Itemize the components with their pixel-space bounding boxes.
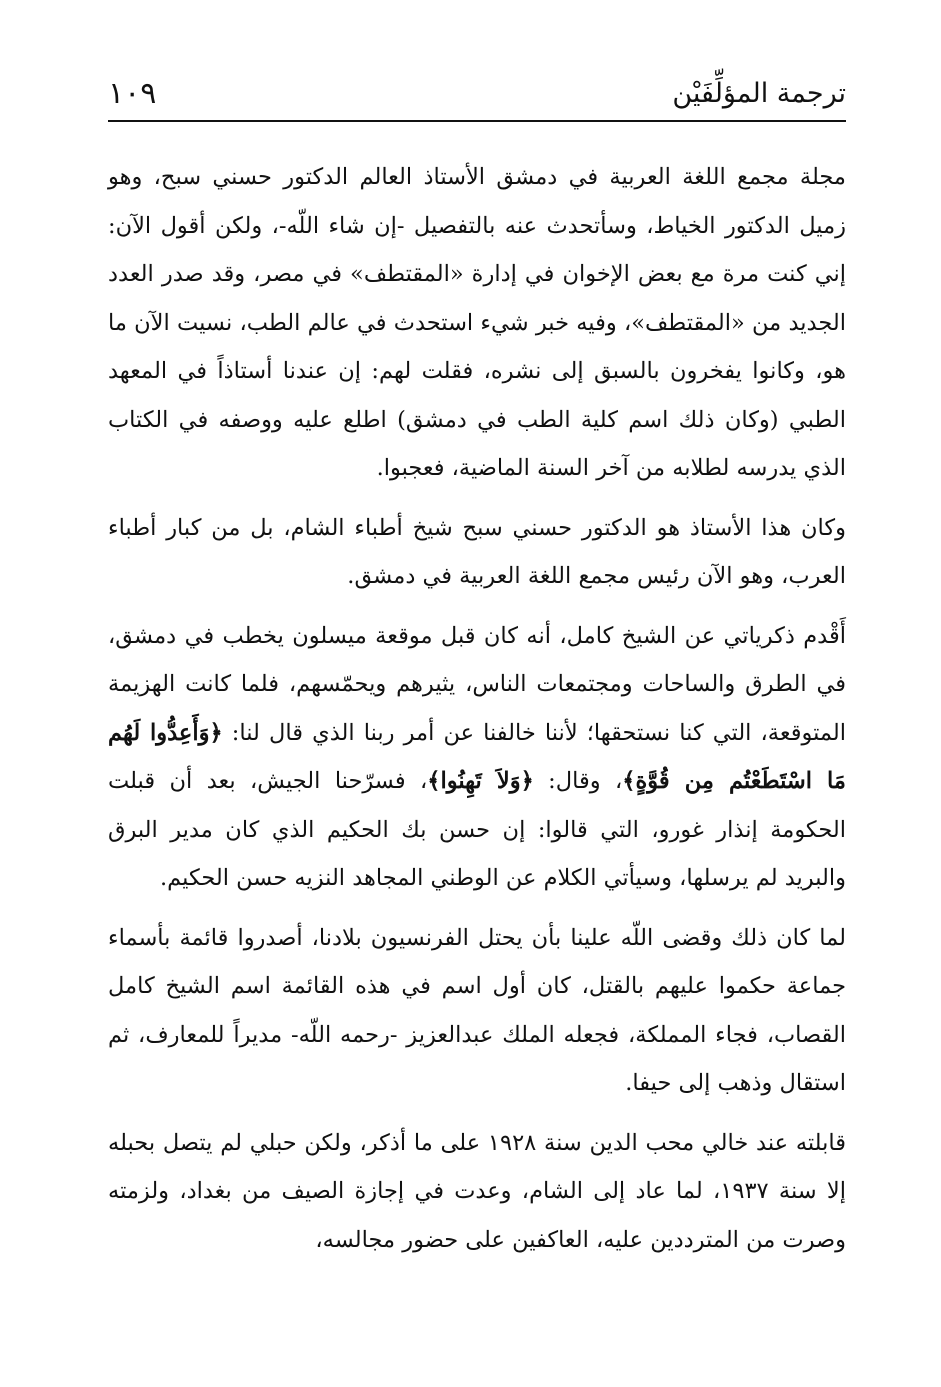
paragraph-3-text-after: ، فسرّحنا الجيش، بعد أن قبلت الحكومة إنذار غورو، التي قالوا: إن حسن بك الحكيم الذي كان مدير البرق والبريد لم يرسلها، وسيأتي الكلام عن الوطني المجاهد النزيه حسن الحكيم. — [108, 768, 846, 891]
paragraph-3-text-middle: ، وقال: — [533, 768, 623, 794]
paragraph-3 — [108, 612, 846, 903]
page-header — [108, 68, 846, 122]
running-title: ترجمة المؤلِّفَيْن — [672, 78, 846, 109]
quran-verse-2: ﴿وَلاَ تَهِنُوا﴾ — [427, 768, 534, 794]
quran-verse-1: ﴿وَأَعِدُّوا لَهُم مَا اسْتَطَعْتُم مِن قُوَّةٍ﴾ — [108, 719, 846, 794]
paragraph-1: مجلة مجمع اللغة العربية في دمشق الأستاذ العالم الدكتور حسني سبح، وهو زميل الدكتور الخياط، وسأتحدث عنه بالتفصيل -إن شاء اللّه-، ولكن أقول الآن: إني كنت مرة مع بعض الإخوان في إدارة «المقتطف» في مصر، وقد صدر العدد الجديد من «المقتطف»، وفيه خبر شيء استحدث في عالم الطب، نسيت الآن ما هو، وكانوا يفخرون بالسبق إلى نشره، فقلت لهم: إن عندنا أستاذاً في المعهد الطبي (وكان ذلك اسم كلية الطب في دمشق) اطلع عليه ووصفه في الكتاب الذي يدرسه لطلابه من آخر السنة الماضية، فعجبوا. — [108, 164, 846, 481]
body-text — [108, 153, 846, 1264]
paragraph-5: قابلته عند خالي محب الدين سنة ١٩٢٨ على ما أذكر، ولكن حبلي لم يتصل بحبله إلا سنة ١٩٣٧، لما عاد إلى الشام، وعدت في إجازة الصيف من بغداد، ولزمته وصرت من المترددين عليه، العاكفين على حضور مجالسه، — [108, 1129, 847, 1253]
paragraph-3-text-before: أَقْدم ذكرياتي عن الشيخ كامل، أنه كان قبل موقعة ميسلون يخطب في دمشق، في الطرق والساحات ومجتمعات الناس، يثيرهم ويحمّسهم، فلما كانت الهزيمة المتوقعة، التي كنا نستحقها؛ لأننا خالفنا عن أمر ربنا الذي قال لنا: — [108, 622, 847, 746]
page-number: ١٠٩ — [108, 76, 157, 111]
paragraph-4: لما كان ذلك وقضى اللّه علينا بأن يحتل الفرنسيون بلادنا، أصدروا قائمة بأسماء جماعة حكموا عليهم بالقتل، كان أول اسم في هذه القائمة اسم الشيخ كامل القصاب، فجاء المملكة، فجعله الملك عبدالعزيز -رحمه اللّه- مديراً للمعارف، ثم استقال وذهب إلى حيفا. — [108, 924, 846, 1096]
paragraph-2: وكان هذا الأستاذ هو الدكتور حسني سبح شيخ أطباء الشام، بل من كبار أطباء العرب، وهو الآن رئيس مجمع اللغة العربية في دمشق. — [108, 514, 846, 589]
